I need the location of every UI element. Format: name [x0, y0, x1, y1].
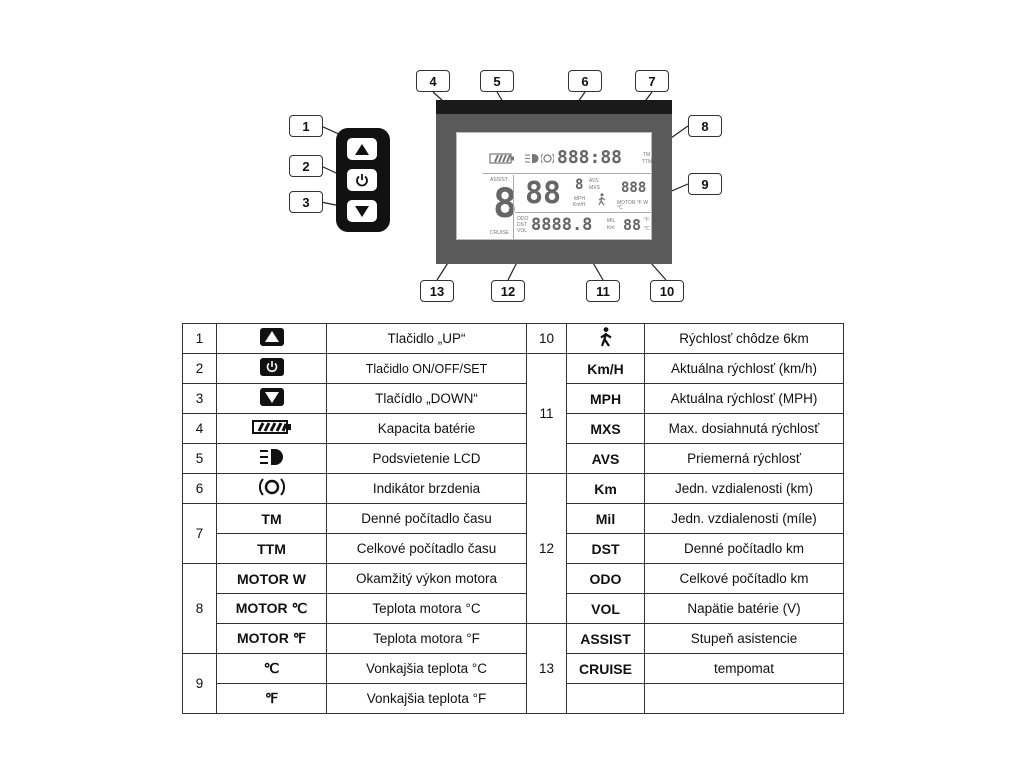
table-row [183, 474, 844, 504]
row-number: 10 [527, 324, 567, 354]
description-cell: Priemerná rýchlosť [645, 444, 844, 474]
callout-11: 11 [586, 280, 620, 302]
walking-person-icon [599, 327, 613, 347]
small-digit: 8 [575, 177, 584, 193]
legend-table [182, 323, 844, 714]
table-row [183, 414, 844, 444]
down-arrow-icon [355, 206, 369, 217]
symbol-cell: Mil [567, 504, 645, 534]
power-button[interactable] [347, 169, 377, 191]
brake-icon [541, 153, 554, 164]
kmh-label: Km/H [573, 202, 586, 208]
row-number: 7 [183, 504, 217, 564]
row-number: 6 [183, 474, 217, 504]
description-cell: Vonkajšia teplota °F [327, 684, 527, 714]
symbol-cell [217, 354, 327, 384]
description-cell: Okamžitý výkon motora [327, 564, 527, 594]
description-cell: Stupeň asistencie [645, 624, 844, 654]
description-cell: Denné počítadlo času [327, 504, 527, 534]
description-cell: Teplota motora °F [327, 624, 527, 654]
symbol-cell [217, 384, 327, 414]
callout-3: 3 [289, 191, 323, 213]
display-diagram [0, 0, 1024, 310]
callout-7: 7 [635, 70, 669, 92]
callout-10: 10 [650, 280, 684, 302]
vol-label: VOL [517, 228, 528, 234]
symbol-cell [567, 324, 645, 354]
row-number: 11 [527, 354, 567, 474]
table-row [183, 354, 844, 384]
description-cell: Celkové počítadlo km [645, 564, 844, 594]
power-button-icon [260, 358, 284, 376]
description-cell: Tlačidlo ON/OFF/SET [327, 354, 527, 384]
mxs-label: MXS [589, 185, 600, 191]
km-label: Km [607, 225, 615, 231]
description-cell: Rýchlosť chôdze 6km [645, 324, 844, 354]
symbol-cell: AVS [567, 444, 645, 474]
power-icon [355, 173, 369, 187]
mil-label: MIL [607, 218, 616, 224]
empty-cell [567, 684, 645, 714]
description-cell: Aktuálna rýchlosť (MPH) [645, 384, 844, 414]
callout-9: 9 [688, 173, 722, 195]
symbol-cell: MOTOR ℉ [217, 624, 327, 654]
lcd-screen [456, 132, 652, 240]
description-cell: Jedn. vzdialenosti (míle) [645, 504, 844, 534]
description-cell: Tlačidlo „UP“ [327, 324, 527, 354]
power-digits: 888 [621, 180, 647, 196]
description-cell: Podsvietenie LCD [327, 444, 527, 474]
dst-label: DST [517, 222, 527, 228]
description-cell: Jedn. vzdialenosti (km) [645, 474, 844, 504]
distance-digits: 8888.8 [531, 215, 593, 235]
callout-2: 2 [289, 155, 323, 177]
mph-label: MPH [574, 196, 586, 202]
description-cell: Celkové počítadlo času [327, 534, 527, 564]
callout-4: 4 [416, 70, 450, 92]
description-cell: Aktuálna rýchlosť (km/h) [645, 354, 844, 384]
row-number: 2 [183, 354, 217, 384]
description-cell: Kapacita batérie [327, 414, 527, 444]
assist-digit: 8 [493, 181, 518, 227]
symbol-cell [217, 324, 327, 354]
lcd-divider-left [513, 175, 514, 239]
symbol-cell: ℉ [217, 684, 327, 714]
lcd-divider-bottom [515, 212, 651, 213]
description-cell: Indikátor brzdenia [327, 474, 527, 504]
headlight-icon [260, 449, 284, 465]
battery-icon [252, 420, 292, 434]
symbol-cell: ℃ [217, 654, 327, 684]
lcd-display-frame [436, 100, 672, 264]
empty-cell [645, 684, 844, 714]
symbol-cell: MOTOR ℃ [217, 594, 327, 624]
motor-label: MOTOR °F W °C [617, 200, 649, 211]
description-cell: Vonkajšia teplota °C [327, 654, 527, 684]
callout-6: 6 [568, 70, 602, 92]
speed-digits: 88 [525, 176, 562, 211]
remote-control [336, 128, 390, 232]
symbol-cell: TM [217, 504, 327, 534]
callout-12: 12 [491, 280, 525, 302]
table-row [183, 594, 844, 624]
symbol-cell: VOL [567, 594, 645, 624]
time-digits: 888:88 [557, 147, 623, 168]
table-row [183, 444, 844, 474]
table-row [183, 324, 844, 354]
symbol-cell: MXS [567, 414, 645, 444]
lcd-divider-top [483, 173, 651, 174]
description-cell: tempomat [645, 654, 844, 684]
temp-digits: 88 [623, 216, 642, 234]
walking-person-icon [597, 193, 607, 206]
table-row [183, 654, 844, 684]
description-cell: Teplota motora °C [327, 594, 527, 624]
deg-c-label: °C [644, 226, 650, 232]
avs-label: AVS [589, 178, 599, 184]
down-button[interactable] [347, 200, 377, 222]
table-row [183, 684, 844, 714]
up-button-icon [260, 328, 284, 346]
tm-label: TM [643, 152, 651, 158]
symbol-cell [217, 444, 327, 474]
odo-label: ODO [517, 216, 529, 222]
row-number: 1 [183, 324, 217, 354]
symbol-cell: ASSIST [567, 624, 645, 654]
row-number: 4 [183, 414, 217, 444]
brake-icon [259, 477, 285, 497]
assist-label: ASSIST [490, 177, 508, 183]
table-row [183, 504, 844, 534]
ttm-label: TTM [642, 159, 653, 165]
row-number: 12 [527, 474, 567, 624]
callout-1: 1 [289, 115, 323, 137]
symbol-cell: MOTOR W [217, 564, 327, 594]
callout-5: 5 [480, 70, 514, 92]
callout-8: 8 [688, 115, 722, 137]
symbol-cell: MPH [567, 384, 645, 414]
table-row [183, 534, 844, 564]
row-number: 5 [183, 444, 217, 474]
table-row [183, 564, 844, 594]
cruise-label: CRUISE [490, 230, 509, 236]
callout-13: 13 [420, 280, 454, 302]
symbol-cell: Km/H [567, 354, 645, 384]
symbol-cell: TTM [217, 534, 327, 564]
battery-icon [489, 153, 515, 164]
row-number: 3 [183, 384, 217, 414]
up-button[interactable] [347, 138, 377, 160]
table-row [183, 384, 844, 414]
description-cell: Max. dosiahnutá rýchlosť [645, 414, 844, 444]
table-row [183, 624, 844, 654]
headlight-icon [525, 154, 539, 163]
description-cell: Tlačídlo „DOWN“ [327, 384, 527, 414]
symbol-cell: CRUISE [567, 654, 645, 684]
deg-f-label: °F [644, 217, 650, 223]
symbol-cell: Km [567, 474, 645, 504]
row-number: 9 [183, 654, 217, 714]
description-cell: Napätie batérie (V) [645, 594, 844, 624]
symbol-cell: ODO [567, 564, 645, 594]
row-number: 13 [527, 624, 567, 714]
row-number: 8 [183, 564, 217, 654]
up-arrow-icon [355, 144, 369, 155]
symbol-cell [217, 414, 327, 444]
description-cell: Denné počítadlo km [645, 534, 844, 564]
symbol-cell: DST [567, 534, 645, 564]
symbol-cell [217, 474, 327, 504]
down-button-icon [260, 388, 284, 406]
